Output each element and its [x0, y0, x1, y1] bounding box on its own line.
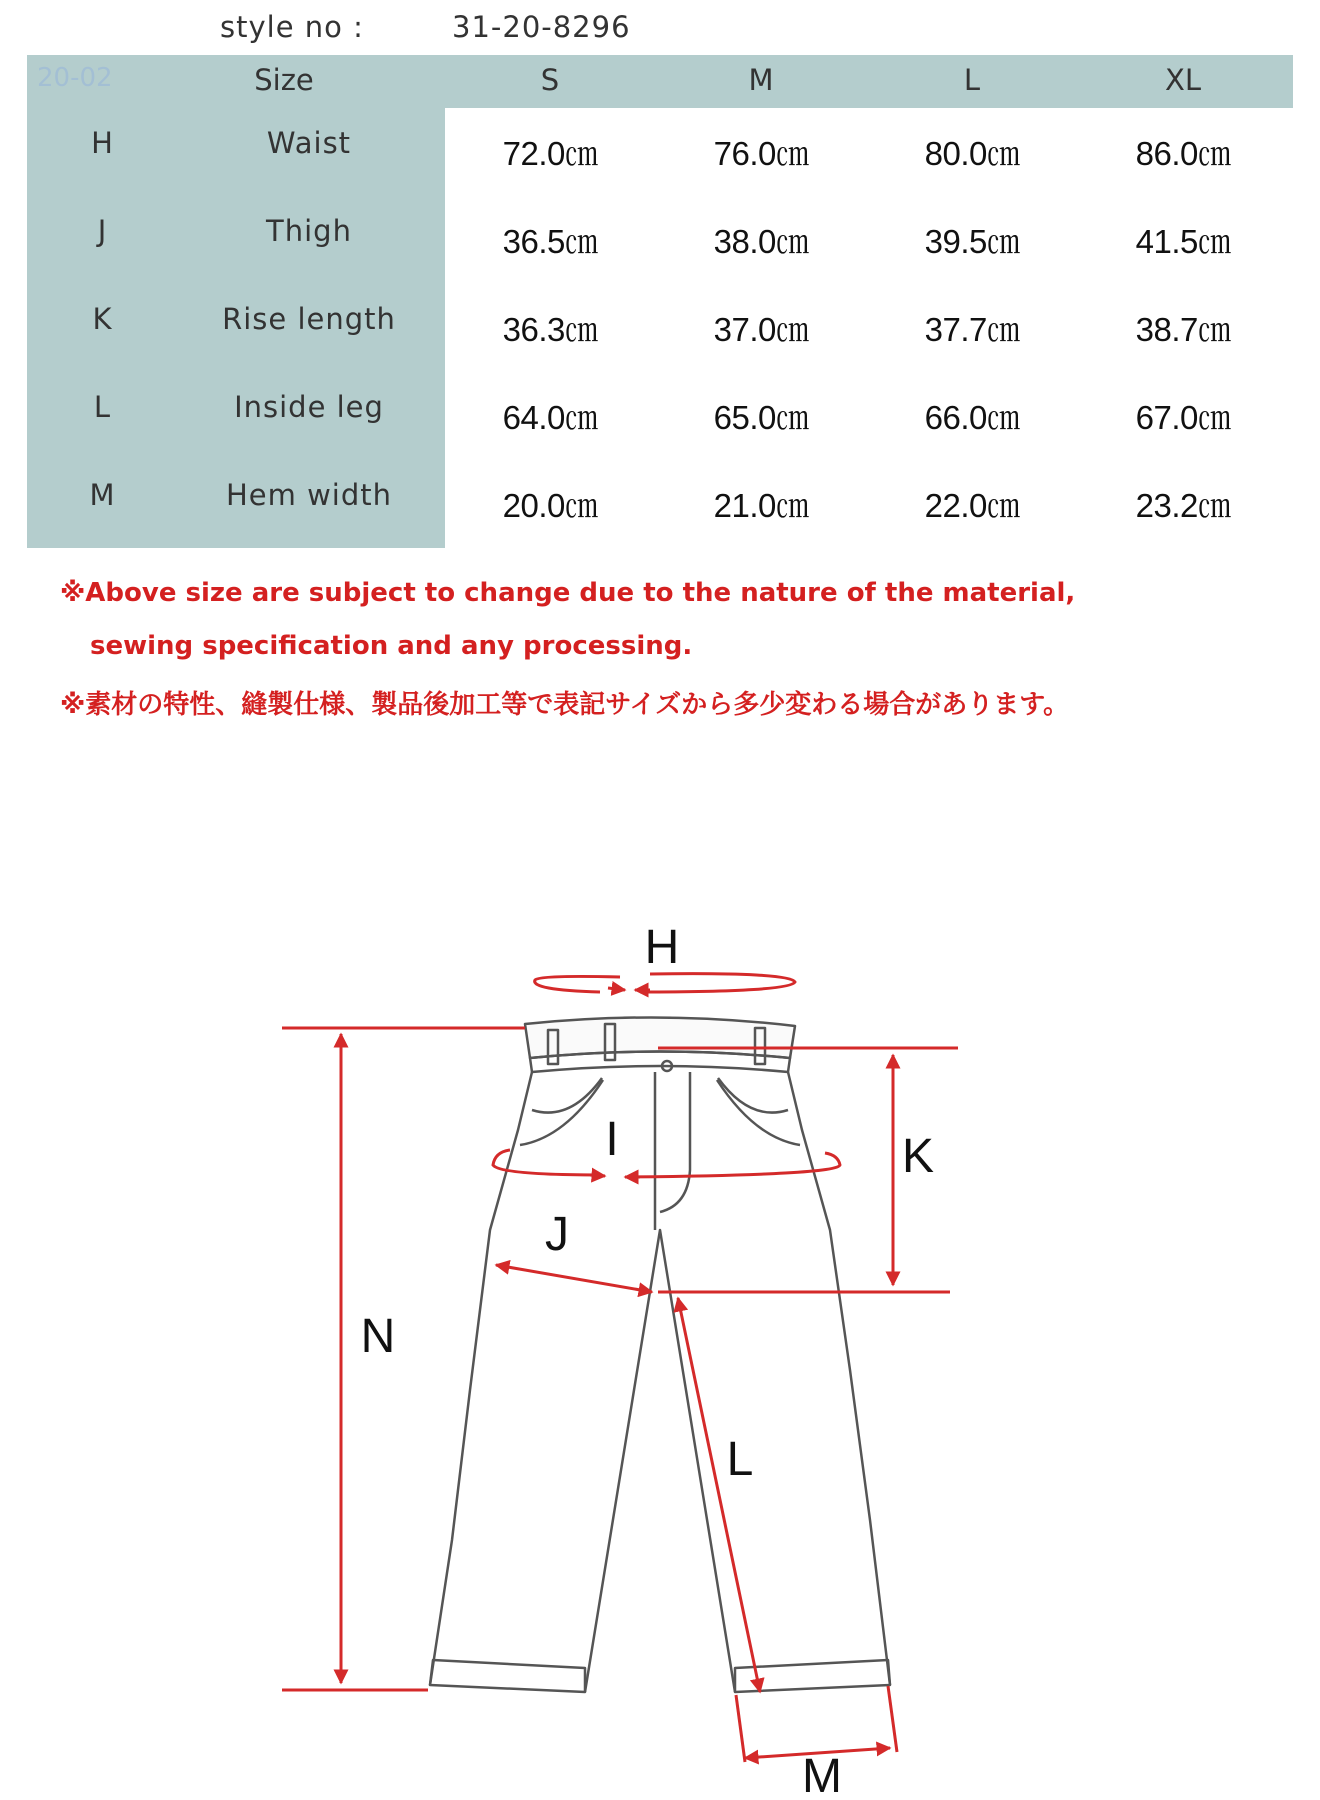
row-code: H	[91, 126, 113, 160]
row-code: J	[97, 214, 107, 248]
style-number-label: style no :	[220, 10, 364, 44]
cell-value: 64.0㎝	[502, 399, 598, 436]
row-code: M	[89, 478, 115, 512]
size-header-l: L	[963, 63, 981, 97]
style-number-value: 31-20-8296	[452, 10, 631, 44]
size-disclaimer-en-line2: sewing specification and any processing.	[90, 631, 693, 661]
cell-value: 36.5㎝	[502, 223, 598, 260]
pants-outline	[430, 1017, 890, 1692]
cell-value: 41.5㎝	[1135, 223, 1231, 260]
size-disclaimer-en-line1: ※Above size are subject to change due to the nature of the material,	[60, 578, 1076, 608]
size-table	[27, 55, 1293, 548]
cell-value: 36.3㎝	[502, 311, 598, 348]
cell-value: 76.0㎝	[713, 135, 809, 172]
diagram-label-h: H	[644, 921, 680, 974]
cell-value: 21.0㎝	[713, 487, 809, 524]
row-code: L	[93, 390, 111, 424]
cell-value: 22.0㎝	[924, 487, 1020, 524]
cell-value: 38.7㎝	[1135, 311, 1231, 348]
cell-value: 86.0㎝	[1135, 135, 1231, 172]
row-name: Waist	[266, 126, 352, 160]
size-header-xl: XL	[1164, 63, 1202, 97]
measurement-lines	[282, 974, 958, 1762]
diagram-label-k: K	[901, 1130, 935, 1183]
table-row-rise-length	[27, 284, 1293, 372]
pants-measurement-diagram	[0, 900, 1320, 1800]
row-name: Thigh	[266, 214, 352, 248]
cell-value: 38.0㎝	[713, 223, 809, 260]
cell-value: 80.0㎝	[924, 135, 1020, 172]
size-column-header: Size	[254, 63, 314, 97]
diagram-label-j: J	[545, 1208, 569, 1261]
diagram-label-i: I	[605, 1113, 619, 1166]
row-name: Hem width	[225, 478, 393, 512]
cell-value: 65.0㎝	[713, 399, 809, 436]
cell-value: 72.0㎝	[502, 135, 598, 172]
cell-value: 66.0㎝	[924, 399, 1020, 436]
size-header-m: M	[748, 63, 774, 97]
size-header-s: S	[540, 63, 560, 97]
cell-value: 23.2㎝	[1135, 487, 1231, 524]
diagram-label-m: M	[802, 1750, 842, 1800]
table-row-hem-width	[27, 460, 1293, 548]
diagram-label-l: L	[726, 1433, 754, 1486]
diagram-label-n: N	[360, 1310, 396, 1363]
size-header-row	[27, 55, 1293, 108]
row-name: Rise length	[222, 302, 396, 336]
table-row-inside-leg	[27, 372, 1293, 460]
table-row-waist	[27, 108, 1293, 196]
cell-value: 20.0㎝	[502, 487, 598, 524]
cell-value: 39.5㎝	[924, 223, 1020, 260]
row-code: K	[92, 302, 112, 336]
cell-value: 37.0㎝	[713, 311, 809, 348]
size-disclaimer-ja: ※素材の特性、縫製仕様、製品後加工等で表記サイズから多少変わる場合があります。	[60, 690, 1070, 720]
table-row-thigh	[27, 196, 1293, 284]
cell-value: 37.7㎝	[924, 311, 1020, 348]
cell-value: 67.0㎝	[1135, 399, 1231, 436]
faint-code: 20-02	[37, 63, 113, 93]
row-name: Inside leg	[234, 390, 384, 424]
